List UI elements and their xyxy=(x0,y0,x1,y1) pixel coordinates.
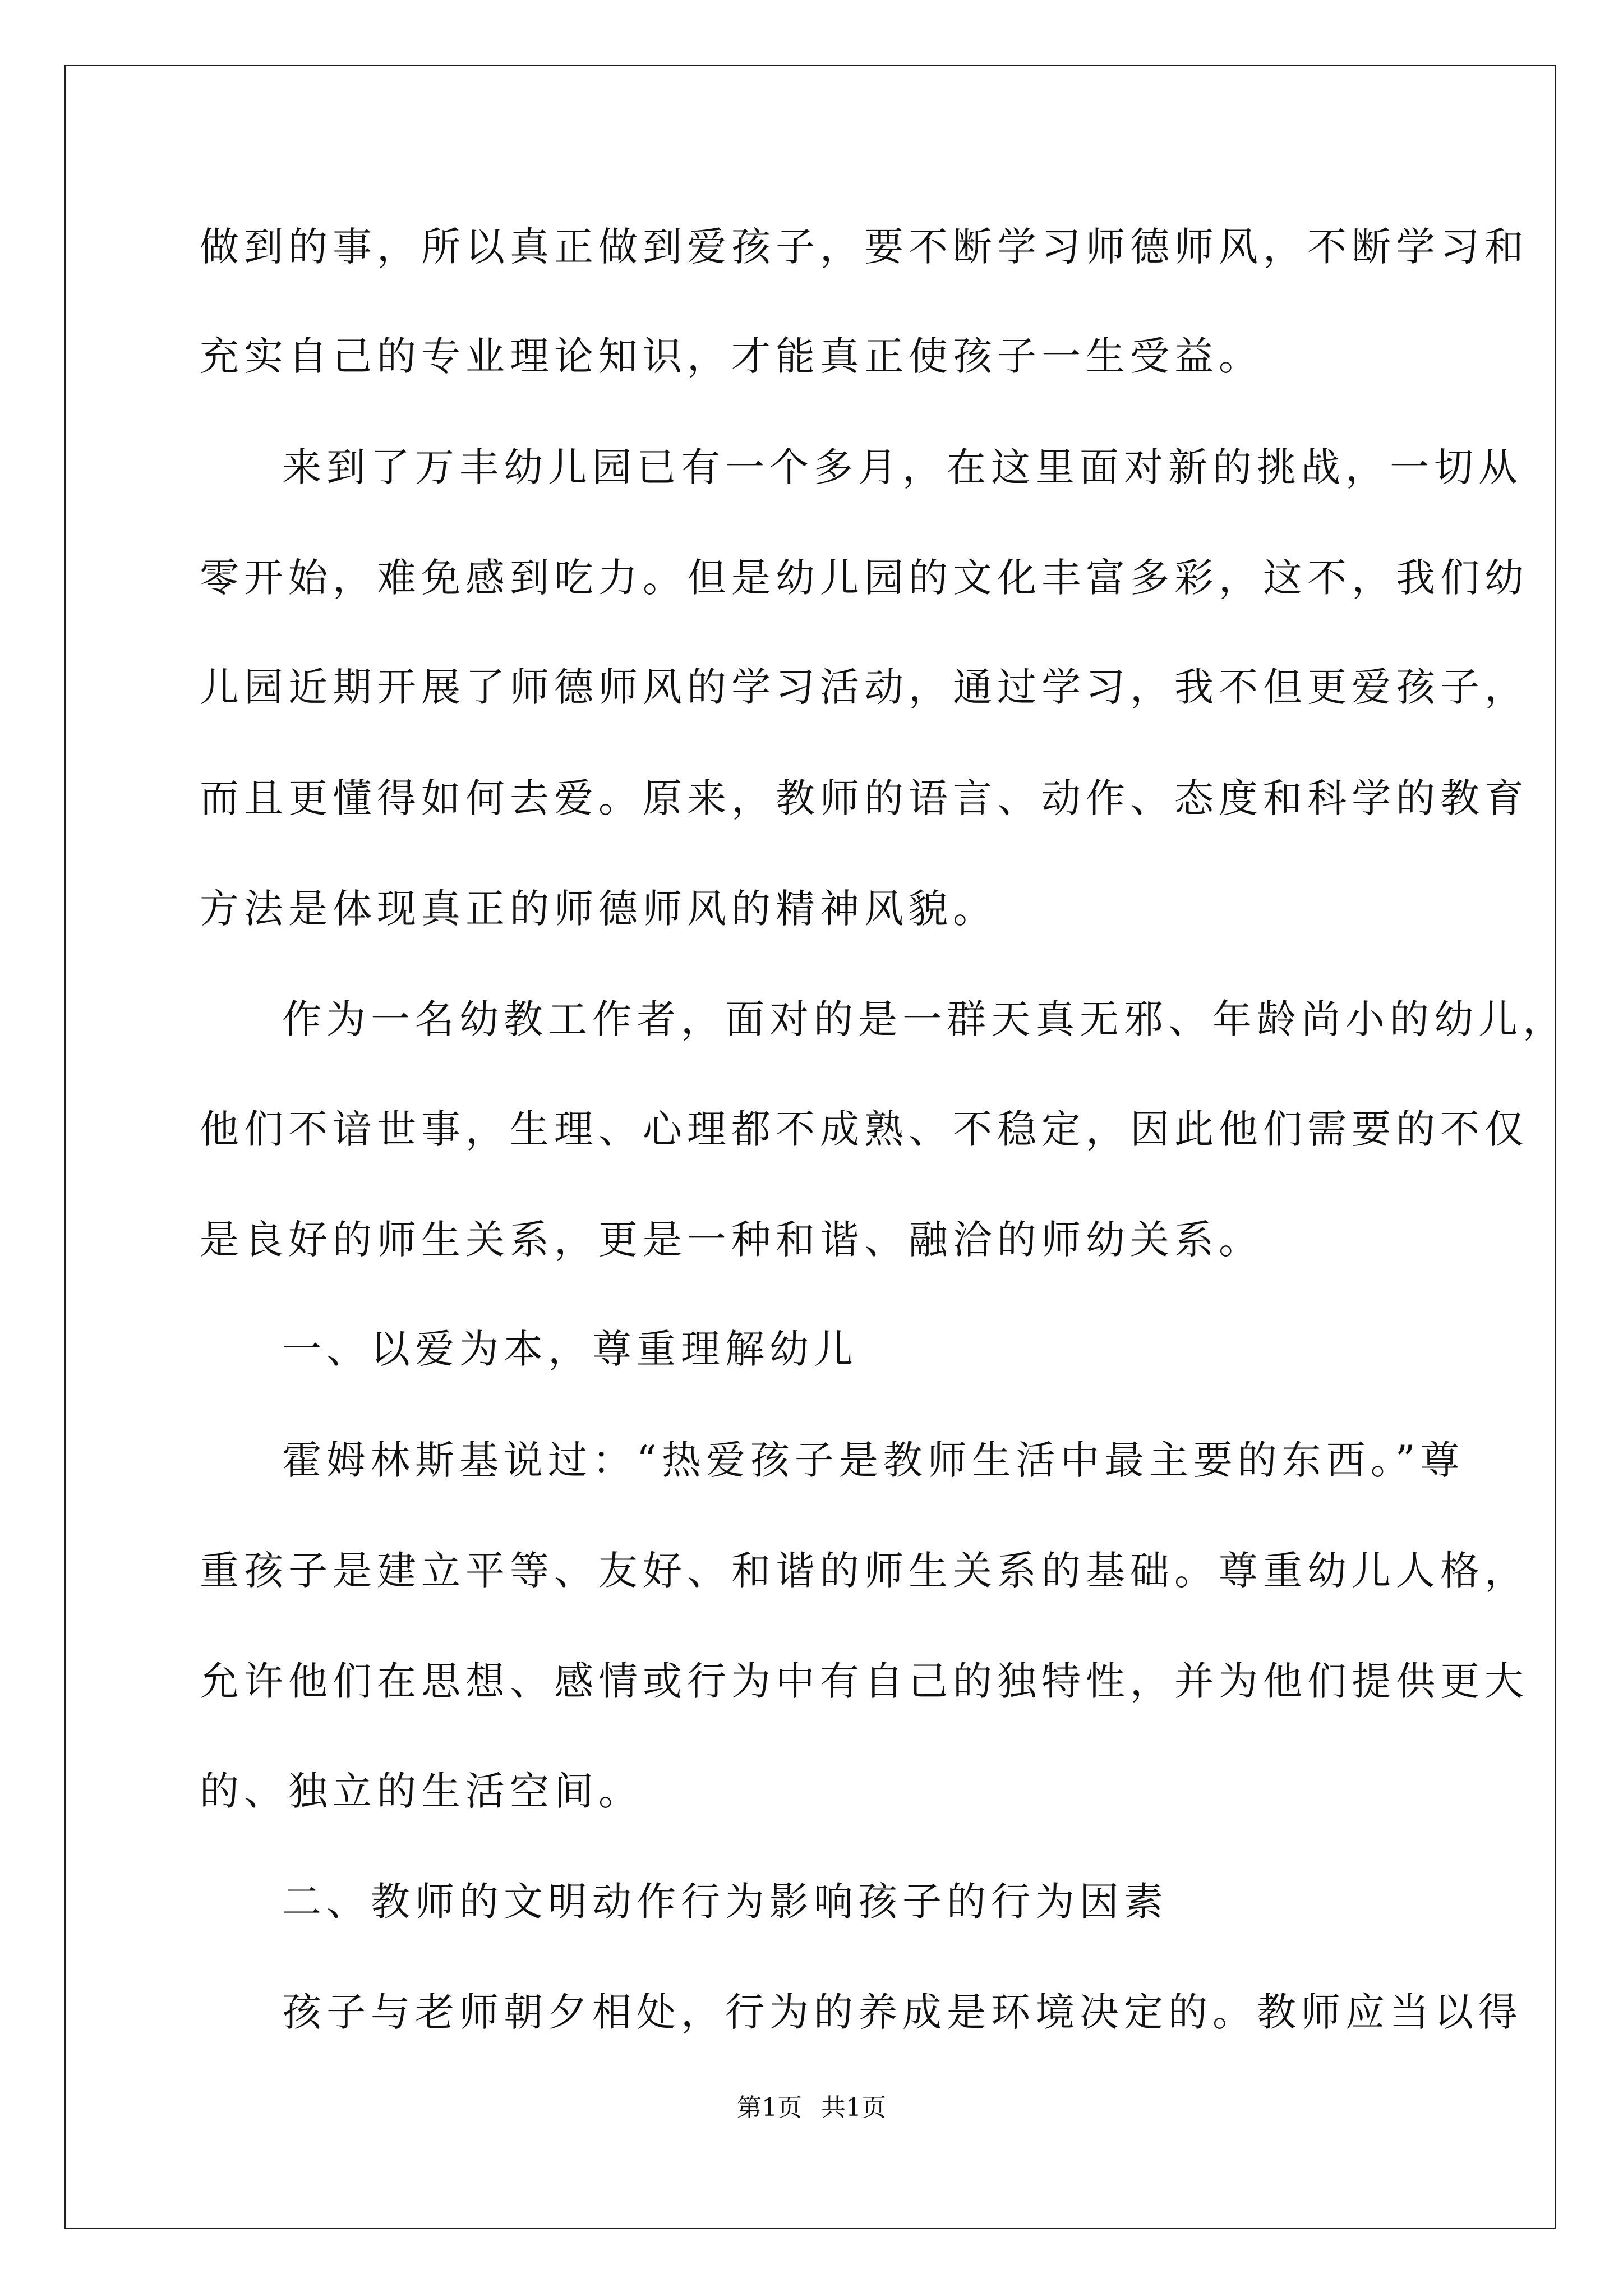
text-line: 霍姆林斯基说过：“热爱孩子是教师生活中最主要的东西。”尊 xyxy=(282,1437,1465,1483)
page-footer xyxy=(0,2091,1623,2125)
text-line: 他们不谙世事，生理、心理都不成熟、不稳定，因此他们需要的不仅 xyxy=(200,1106,1529,1152)
text-line: 儿园近期开展了师德师风的学习活动，通过学习，我不但更爱孩子， xyxy=(200,664,1529,710)
text-line: 重孩子是建立平等、友好、和谐的师生关系的基础。尊重幼儿人格， xyxy=(200,1548,1529,1594)
text-line: 做到的事，所以真正做到爱孩子，要不断学习师德师风，不断学习和 xyxy=(200,224,1529,270)
page-number: 第1页 xyxy=(737,2093,802,2122)
page-total: 共1页 xyxy=(821,2093,886,2122)
text-line: 来到了万丰幼儿园已有一个多月，在这里面对新的挑战，一切从 xyxy=(282,444,1523,490)
text-line: 的、独立的生活空间。 xyxy=(200,1768,643,1814)
text-line: 方法是体现真正的师德师风的精神风貌。 xyxy=(200,886,997,932)
text-line: 是良好的师生关系，更是一种和谐、融洽的师幼关系。 xyxy=(200,1217,1263,1263)
text-line: 允许他们在思想、感情或行为中有自己的独特性，并为他们提供更大 xyxy=(200,1658,1529,1704)
text-line: 零开始，难免感到吃力。但是幼儿园的文化丰富多彩，这不，我们幼 xyxy=(200,555,1529,601)
text-line: 而且更懂得如何去爱。原来，教师的语言、动作、态度和科学的教育 xyxy=(200,775,1529,821)
section-heading: 二、教师的文明动作行为影响孩子的行为因素 xyxy=(282,1879,1168,1925)
text-line: 孩子与老师朝夕相处，行为的养成是环境决定的。教师应当以得 xyxy=(282,1989,1523,2035)
text-line: 充实自己的专业理论知识，才能真正使孩子一生受益。 xyxy=(200,333,1263,379)
text-line: 作为一名幼教工作者，面对的是一群天真无邪、年龄尚小的幼儿， xyxy=(282,996,1567,1042)
section-heading: 一、以爱为本，尊重理解幼儿 xyxy=(282,1326,858,1372)
